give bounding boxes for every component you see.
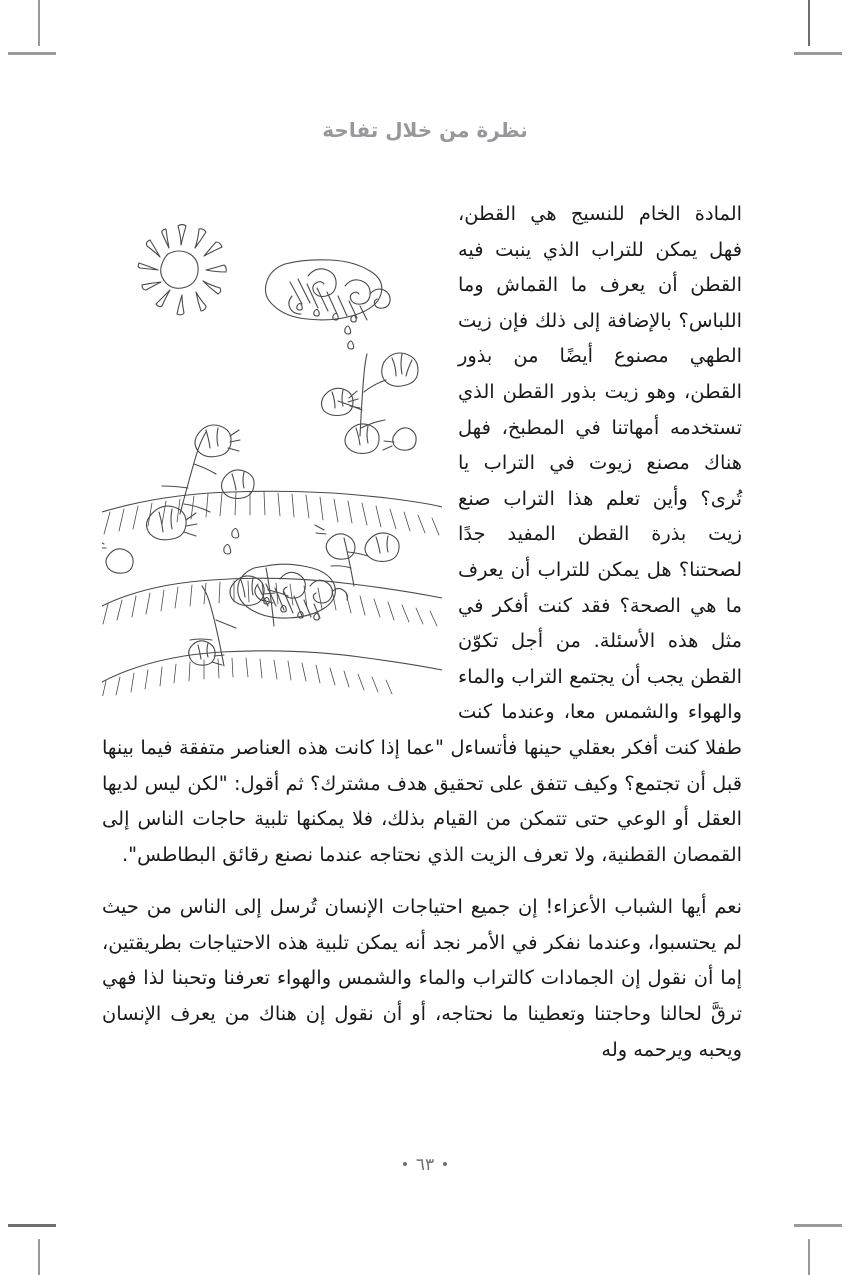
folio-number: ٦٣ bbox=[415, 1155, 435, 1175]
crop-mark-bottom-right-vertical bbox=[808, 1239, 810, 1275]
crop-mark-top-left-vertical bbox=[38, 0, 40, 46]
sun-icon bbox=[138, 225, 226, 315]
cotton-plant bbox=[315, 525, 399, 586]
folio-dot-right bbox=[443, 1162, 447, 1166]
crop-mark-top-right-horizontal bbox=[794, 52, 842, 55]
rain-cloud-icon bbox=[265, 260, 390, 349]
crop-mark-bottom-right-horizontal bbox=[794, 1224, 842, 1227]
crop-mark-top-left-horizontal bbox=[8, 52, 56, 55]
paragraph-2: نعم أيها الشباب الأعزاء! إن جميع احتياجات الإنسان تُرسل إلى الناس من حيث لم يحتسبوا، وعندما نفكر في الأمر نجد أنه يمكن تلبية هذه الاحتياجات بطريقتين، إما أن نقول إن الجمادات كالتراب والماء والشمس والهواء تعرفنا وتحبنا لذا فهي ترقَّ لحالنا وحاجتنا وتعطينا ما نحتاجه، أو أن نقول إن هناك من يعرف الإنسان ويحبه ويرحمه وله bbox=[102, 895, 742, 1061]
crop-mark-bottom-left-horizontal bbox=[8, 1224, 56, 1227]
cotton-plant bbox=[102, 425, 254, 573]
folio-dot-left bbox=[403, 1162, 407, 1166]
crop-mark-bottom-left-vertical bbox=[38, 1239, 40, 1275]
cotton-plant bbox=[322, 353, 419, 453]
illustration-cotton-field bbox=[102, 196, 442, 696]
crop-mark-top-right-vertical bbox=[808, 0, 810, 46]
running-head-title: نظرة من خلال تفاحة bbox=[322, 118, 528, 142]
paragraph-1: المادة الخام للنسيج هي القطن، فهل يمكن للتراب الذي ينبت فيه القطن أن يعرف ما القماش وما اللباس؟ بالإضافة إلى ذلك فإن زيت الطهي مصنوع أيضًا من بذور القطن، وهو زيت بذور القطن الذي تستخدمه أمهاتنا في المطبخ، فهل هناك مصنع زيوت في التراب يا تُرى؟ وأين تعلم هذا التراب صنع زيت بذرة القطن المفيد جدًا لصحتنا؟ هل يمكن للتراب أن يعرف ما هي الصحة؟ فقد كنت أفكر في مثل هذه الأسئلة. من أجل تكوّن القطن يجب أن يجتمع التراب والماء والهواء والشمس معا، وعندما كنت طفلا كنت أفكر بعقلي حينها فأتساءل "عما إذا كانت هذه العناصر متفقة فيما بينها قبل أن تجتمع؟ وكيف تتفق على تحقيق هدف مشترك؟ ثم أقول: "لكن ليس لديها العقل أو الوعي حتى تتمكن من القيام بذلك، فلا يمكنها تلبية حاجات الناس إلى القمصان القطنية، ولا تعرف الزيت الذي نحتاجه عندما نصنع رقائق البطاطس". bbox=[102, 202, 742, 866]
page-body bbox=[102, 196, 742, 1067]
page-folio bbox=[0, 1155, 850, 1175]
rain-cloud-lower-icon bbox=[224, 529, 348, 621]
